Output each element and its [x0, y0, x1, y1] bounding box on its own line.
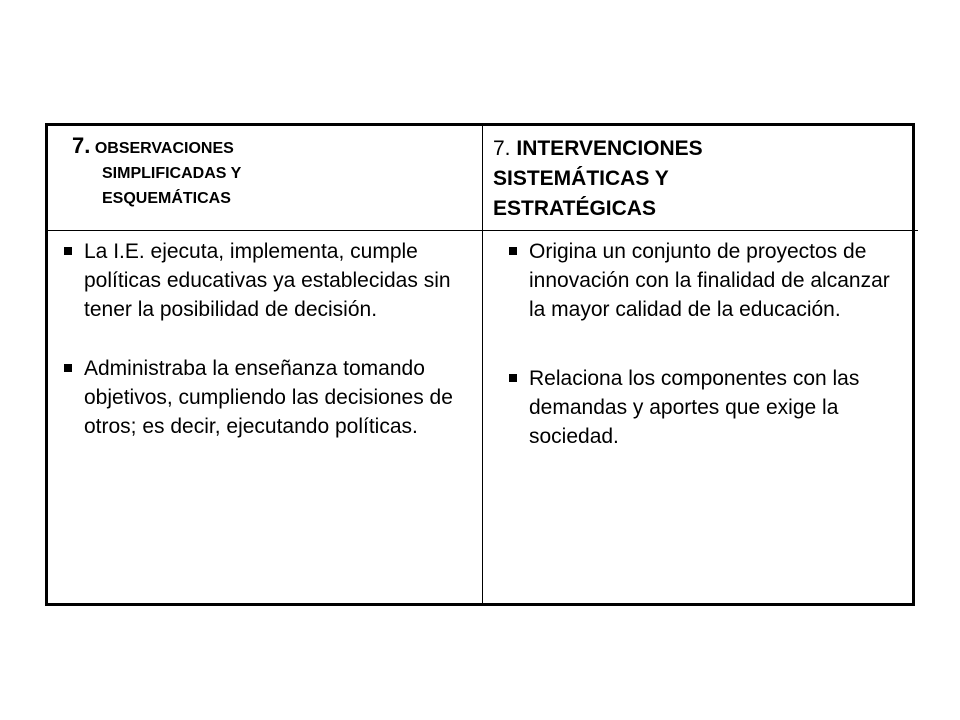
left-header-line-1: 7. OBSERVACIONES	[72, 133, 234, 158]
left-bullet-list	[58, 237, 472, 441]
right-column-header	[483, 126, 918, 231]
list-item: Origina un conjunto de proyectos de innovación con la finalidad de alcanzar la mayor calidad de la educación.	[503, 237, 904, 324]
square-bullet-icon	[64, 247, 72, 255]
left-header-line-3: ESQUEMÁTICAS	[102, 190, 231, 207]
right-header-line-1: 7. INTERVENCIONES	[493, 137, 703, 160]
right-column-body	[483, 231, 918, 606]
right-header-line-2: SISTEMÁTICAS Y	[493, 167, 669, 190]
left-column-body	[48, 231, 483, 606]
list-item: Administraba la enseñanza tomando objetivos, cumpliendo las decisiones de otros; es decir, ejecutando políticas.	[58, 354, 472, 441]
square-bullet-icon	[509, 374, 517, 382]
left-column-header	[48, 126, 483, 231]
square-bullet-icon	[509, 247, 517, 255]
left-header-line-2: SIMPLIFICADAS Y	[102, 165, 242, 182]
square-bullet-icon	[64, 364, 72, 372]
comparison-table	[45, 123, 915, 606]
left-header-number: 7.	[72, 133, 91, 158]
right-header-number: 7.	[493, 137, 511, 160]
list-item: La I.E. ejecuta, implementa, cumple políticas educativas ya establecidas sin tener la posibilidad de decisión.	[58, 237, 472, 324]
right-bullet-list	[503, 237, 904, 451]
list-item: Relaciona los componentes con las demandas y aportes que exige la sociedad.	[503, 364, 904, 451]
right-header-line-3: ESTRATÉGICAS	[493, 197, 656, 220]
